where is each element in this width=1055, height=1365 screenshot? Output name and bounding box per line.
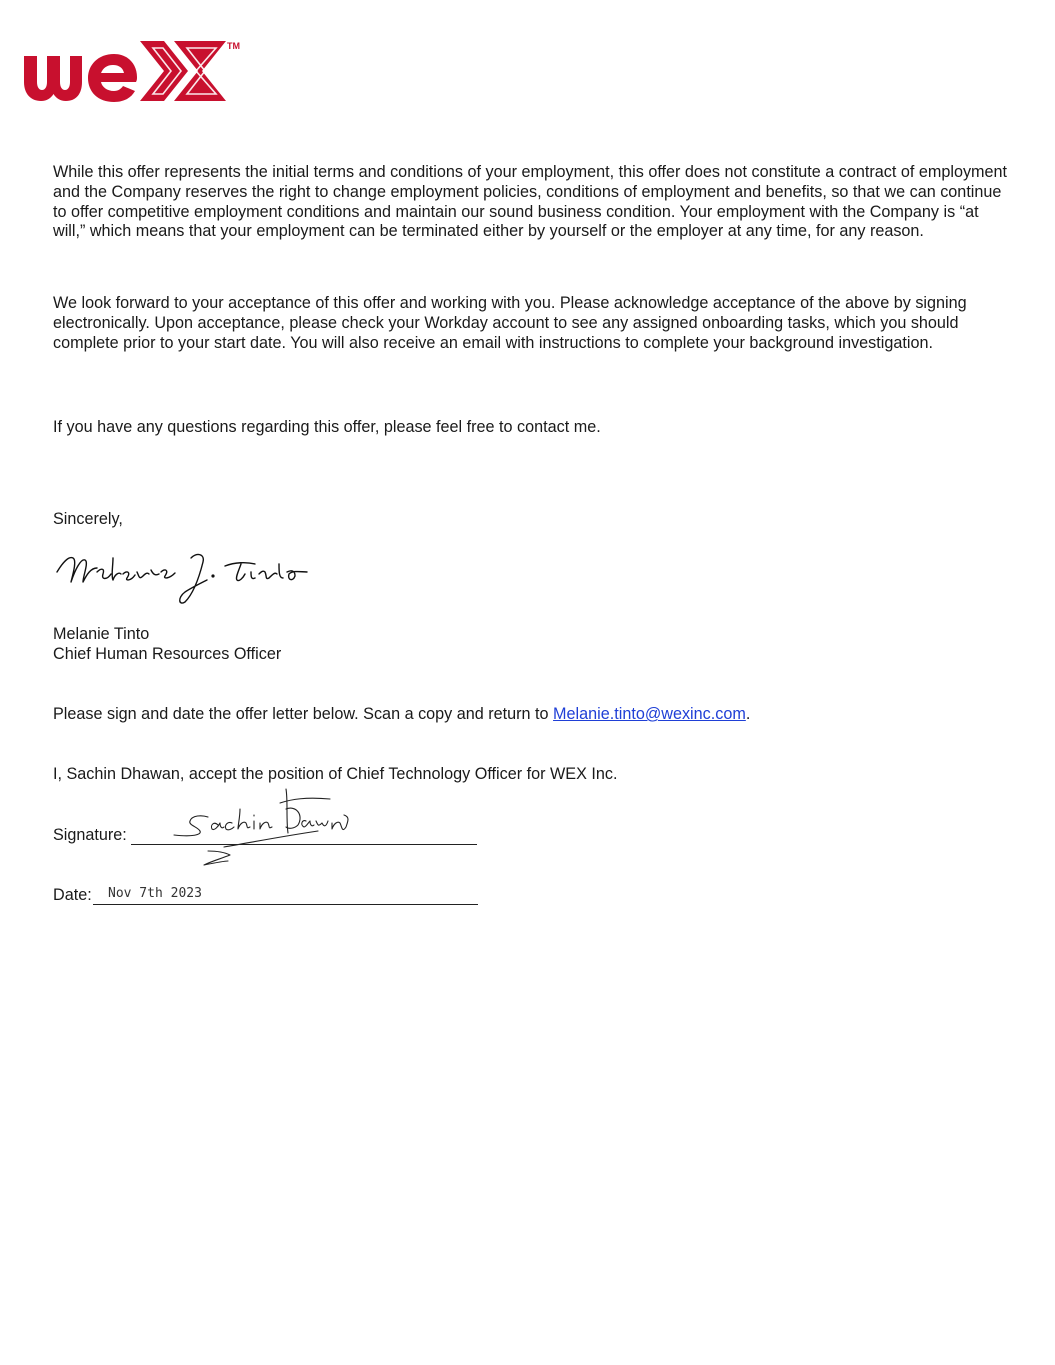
acceptance-signature: [168, 785, 358, 871]
return-instruction-text: Please sign and date the offer letter below. Scan a copy and return to: [53, 705, 554, 723]
sender-signature: [55, 548, 311, 606]
employment-terms-paragraph: While this offer represents the initial terms and conditions of your employment, this offer does not constitute a contract of employment and the Company reserves the right to change employment policies, conditions of employment and benefits, so that we can continue to offer competitive employment conditions and maintain our sound business condition. Your employment with the Company is “at will,” which means that your employment can be terminated either by yourself or the employer at any time, for any reason.: [53, 163, 1008, 241]
wex-logo: [22, 38, 244, 106]
contact-paragraph: If you have any questions regarding this offer, please feel free to contact me.: [53, 418, 601, 436]
sender-title: Chief Human Resources Officer: [53, 645, 282, 663]
sender-name: Melanie Tinto: [53, 625, 150, 643]
acceptance-statement: I, Sachin Dhawan, accept the position of Chief Technology Officer for WEX Inc.: [53, 765, 618, 783]
return-instruction-suffix: .: [745, 705, 751, 723]
return-instruction: [53, 705, 750, 725]
closing: Sincerely,: [53, 510, 123, 528]
date-line: [93, 904, 478, 905]
email-link[interactable]: Melanie.tinto@wexinc.com: [553, 705, 746, 723]
svg-text:TM: TM: [227, 41, 240, 51]
date-label: Date:: [53, 886, 92, 905]
signature-label: Signature:: [53, 826, 127, 845]
date-value[interactable]: Nov 7th 2023: [108, 886, 202, 901]
acceptance-instructions-paragraph: We look forward to your acceptance of this offer and working with you. Please acknowledge acceptance of the above by signing electronically. Upon acceptance, please check your Workday account to see any assigned onboarding tasks, which you should complete prior to your start date. You will also receive an email with instructions to complete your background investigation.: [53, 294, 967, 352]
